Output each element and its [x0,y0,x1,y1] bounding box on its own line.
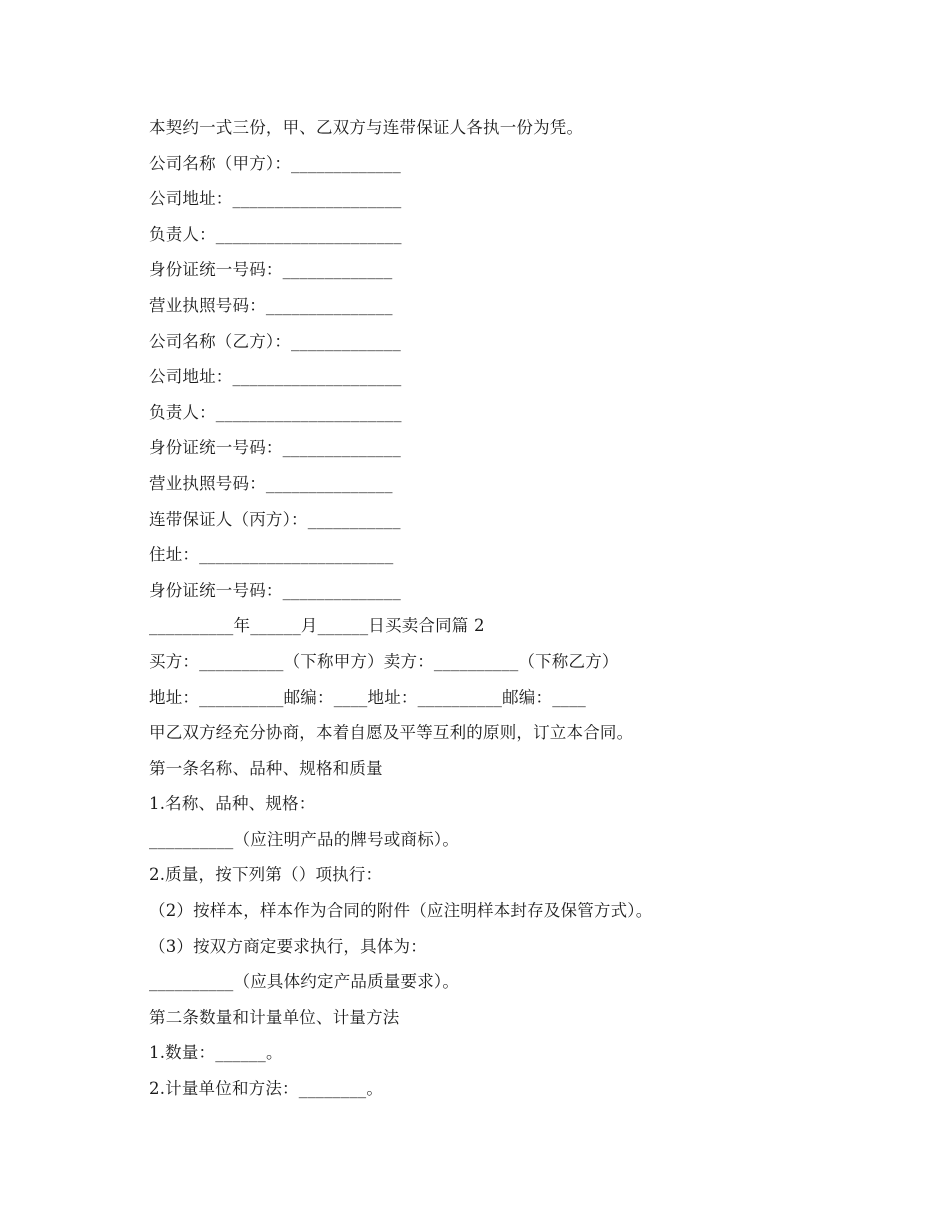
party-a-company-address: 公司地址：____________________ [149,189,402,209]
clause-item: （3）按双方商定要求执行，具体为： [149,936,427,956]
party-b-id-number: 身份证统一号码：______________ [149,438,401,458]
party-b-company-name: 公司名称（乙方）：_____________ [149,331,401,351]
party-a-id-number: 身份证统一号码：_____________ [149,260,393,280]
paragraph: 本契约一式三份，甲、乙双方与连带保证人各执一份为凭。 [149,118,584,137]
clause-item: 2.计量单位和方法：________。 [149,1079,384,1099]
guarantor-id-number: 身份证统一号码：______________ [149,580,401,600]
address-postcode-line: 地址：__________邮编：____地址：__________邮编：____ [149,687,586,707]
buyer-seller-line: 买方：__________（下称甲方）卖方：__________（下称乙方） [149,651,619,671]
article-heading: 第一条名称、品种、规格和质量 [149,758,383,778]
clause-item: __________（应具体约定产品质量要求）。 [149,972,460,992]
party-b-responsible-person: 负责人：______________________ [149,402,402,422]
party-b-company-address: 公司地址：____________________ [149,367,402,387]
clause-item: （2）按样本，样本作为合同的附件（应注明样本封存及保管方式）。 [149,901,653,921]
clause-item: __________（应注明产品的牌号或商标）。 [149,829,460,849]
guarantor-address: 住址：_______________________ [149,545,394,565]
clause-item: 1.数量：______。 [149,1043,283,1063]
article-heading: 第二条数量和计量单位、计量方法 [149,1007,400,1027]
clause-item: 2.质量，按下列第（）项执行： [149,865,383,885]
party-a-license-number: 营业执照号码：_______________ [149,295,393,315]
party-a-company-name: 公司名称（甲方）：_____________ [149,153,401,173]
section-heading-contract-2: __________年______月______日买卖合同篇 2 [149,616,485,636]
clause-item: 1.名称、品种、规格： [149,794,316,814]
guarantor-name: 连带保证人（丙方）：___________ [149,509,401,529]
party-b-license-number: 营业执照号码：_______________ [149,473,393,493]
document-body [149,110,849,1107]
party-a-responsible-person: 负责人：______________________ [149,224,402,244]
paragraph: 甲乙双方经充分协商，本着自愿及平等互利的原则，订立本合同。 [149,723,634,743]
